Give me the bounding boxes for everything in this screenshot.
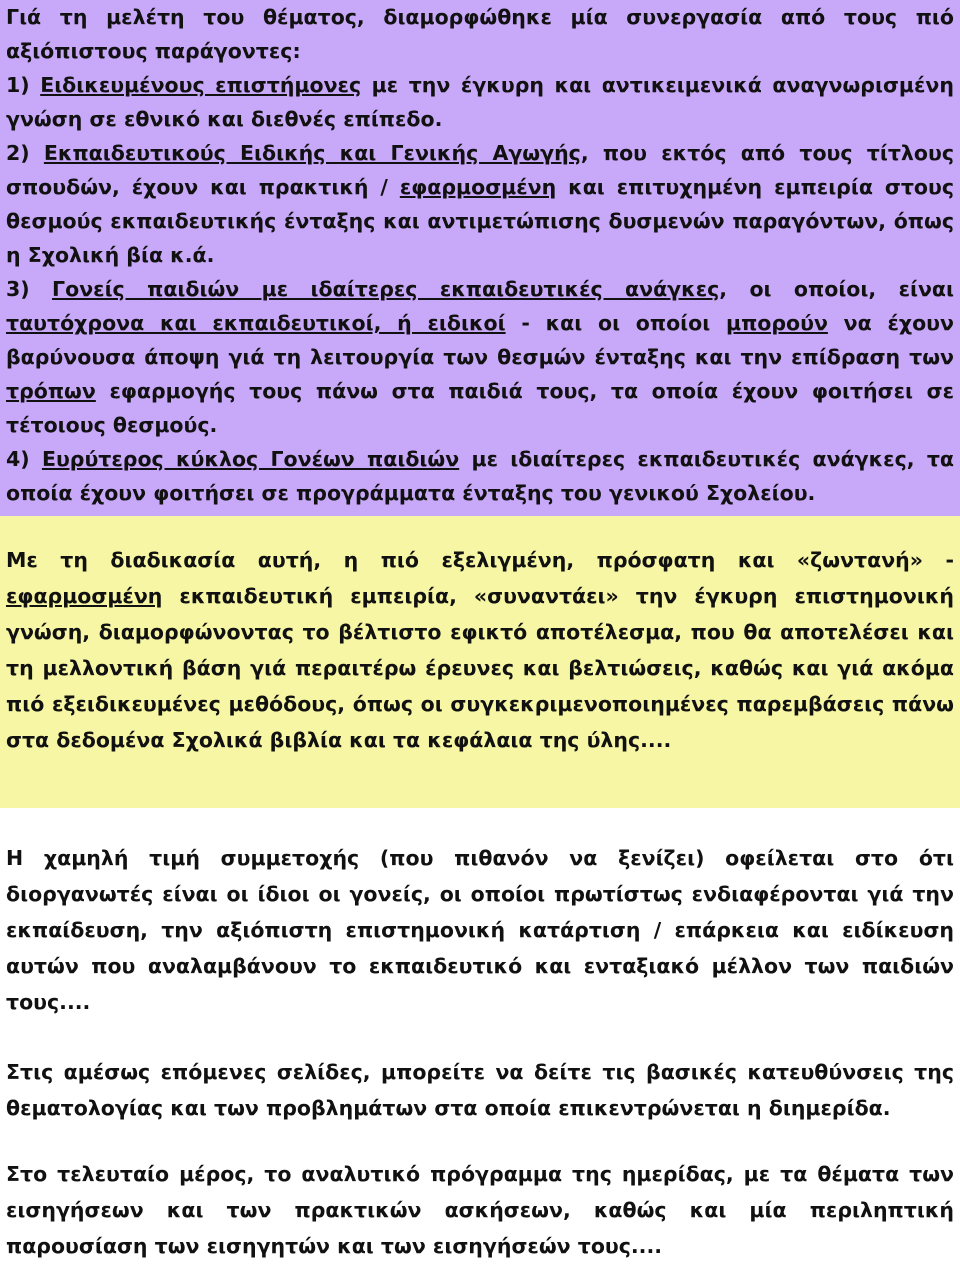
item-2 [6, 136, 954, 272]
intro-paragraph: Γιά τη μελέτη του θέματος, διαμορφώθηκε μία συνεργασία από τους πιό αξιόπιστους παράγοντες: [6, 5, 954, 63]
item-1-number: 1) [6, 73, 41, 97]
experience-text-b: εκπαιδευτική εμπειρία, «συναντάει» την έγκυρη επιστημονική γνώση, διαμορφώνοντας το βέλτιστο εφικτό αποτέλεσμα, που θα αποτελέσει και τη μελλοντική βάση γιά περαιτέρω έρευνες και βελτιώσεις, καθώς και γιά ακόμα πιό εξειδικευμένες μεθόδους, όπως οι συγκεκριμενοποιημένες παρεμβάσεις πάνω στα δεδομένα Σχολικά βιβλία και τα κεφάλαια της ύλης.... [6, 584, 954, 752]
item-3-text-b: - και οι οποίοι [505, 311, 726, 335]
item-2-underlined-word: εφαρμοσμένη [399, 175, 557, 199]
item-3-text-d: εφαρμογής τους πάνω στα παιδιά τους, τα οποία έχουν φοιτήσει σε τέτοιους θεσμούς. [6, 379, 954, 437]
next-pages-paragraph: Στις αμέσως επόμενες σελίδες, μπορείτε να δείτε τις βασικές κατευθύνσεις της θεματολογίας και των προβλημάτων στα οποία επικεντρώνεται η διημερίδα. [6, 1060, 954, 1120]
experience-paragraph [6, 542, 954, 758]
item-2-text-a: , που εκτός από τους τίτλους σπουδών, έχουν και πρακτική / [6, 141, 954, 199]
item-2-title: Εκπαιδευτικούς Ειδικής και Γενικής Αγωγής [43, 141, 581, 165]
item-3 [6, 272, 954, 442]
last-part-paragraph: Στο τελευταίο μέρος, το αναλυτικό πρόγραμμα της ημερίδας, με τα θέματα των εισηγήσεων και των πρακτικών ασκήσεων, καθώς και μία περιληπτική παρουσίαση των εισηγητών και των εισηγήσεών τους.... [6, 1162, 954, 1258]
item-3-title: Γονείς παιδιών με ιδαίτερες εκπαιδευτικές ανάγκες [52, 277, 720, 301]
experience-text-a: Με τη διαδικασία αυτή, η πιό εξελιγμένη, πρόσφατη και «ζωντανή» - [6, 548, 954, 572]
item-4-title: Ευρύτερος κύκλος Γονέων παιδιών [41, 447, 460, 471]
item-3-underlined-d: τρόπων [6, 379, 96, 403]
item-2-text-b: και επιτυχημένη εμπειρία στους θεσμούς εκπαιδευτικής ένταξης και αντιμετώπισης δυσμενών παραγόντων, όπως η Σχολική βία κ.ά. [6, 175, 954, 267]
experience-underlined: εφαρμοσμένη [6, 584, 163, 608]
item-4-text: με ιδιαίτερες εκπαιδευτικές ανάγκες, τα οποία έχουν φοιτήσει σε προγράμματα ένταξης του γενικού Σχολείου. [6, 447, 954, 505]
item-1-title: Ειδικευμένους επιστήμονες [40, 73, 362, 97]
item-3-text-c: να έχουν βαρύνουσα άποψη γιά τη λειτουργία των θεσμών ένταξης και την επίδραση των [6, 311, 954, 369]
item-3-underlined-c: μπορούν [725, 311, 828, 335]
item-3-number: 3) [6, 277, 53, 301]
item-3-underlined-b: ταυτόχρονα και εκπαιδευτικοί, ή ειδικοί [6, 311, 506, 335]
collaboration-box [0, 0, 960, 516]
item-3-text-a: , οι οποίοι, είναι [719, 277, 954, 301]
experience-box [0, 516, 960, 808]
item-2-number: 2) [6, 141, 44, 165]
body-text [0, 840, 960, 1264]
item-1 [6, 68, 954, 136]
participation-paragraph: Η χαμηλή τιμή συμμετοχής (που πιθανόν να ξενίζει) οφείλεται στο ότι διοργανωτές είναι οι ίδιοι οι γονείς, οι οποίοι πρωτίστως ενδιαφέρονται γιά την εκπαίδευση, την αξιόπιστη επιστημονική κατάρτιση / επάρκεια και ειδίκευση αυτών που αναλαμβάνουν το εκπαιδευτικό και ενταξιακό μέλλον των παιδιών τους.... [6, 846, 954, 1014]
item-4 [6, 442, 954, 510]
item-1-text: με την έγκυρη και αντικειμενικά αναγνωρισμένη γνώση σε εθνικό και διεθνές επίπεδο. [6, 73, 954, 131]
item-4-number: 4) [6, 447, 42, 471]
